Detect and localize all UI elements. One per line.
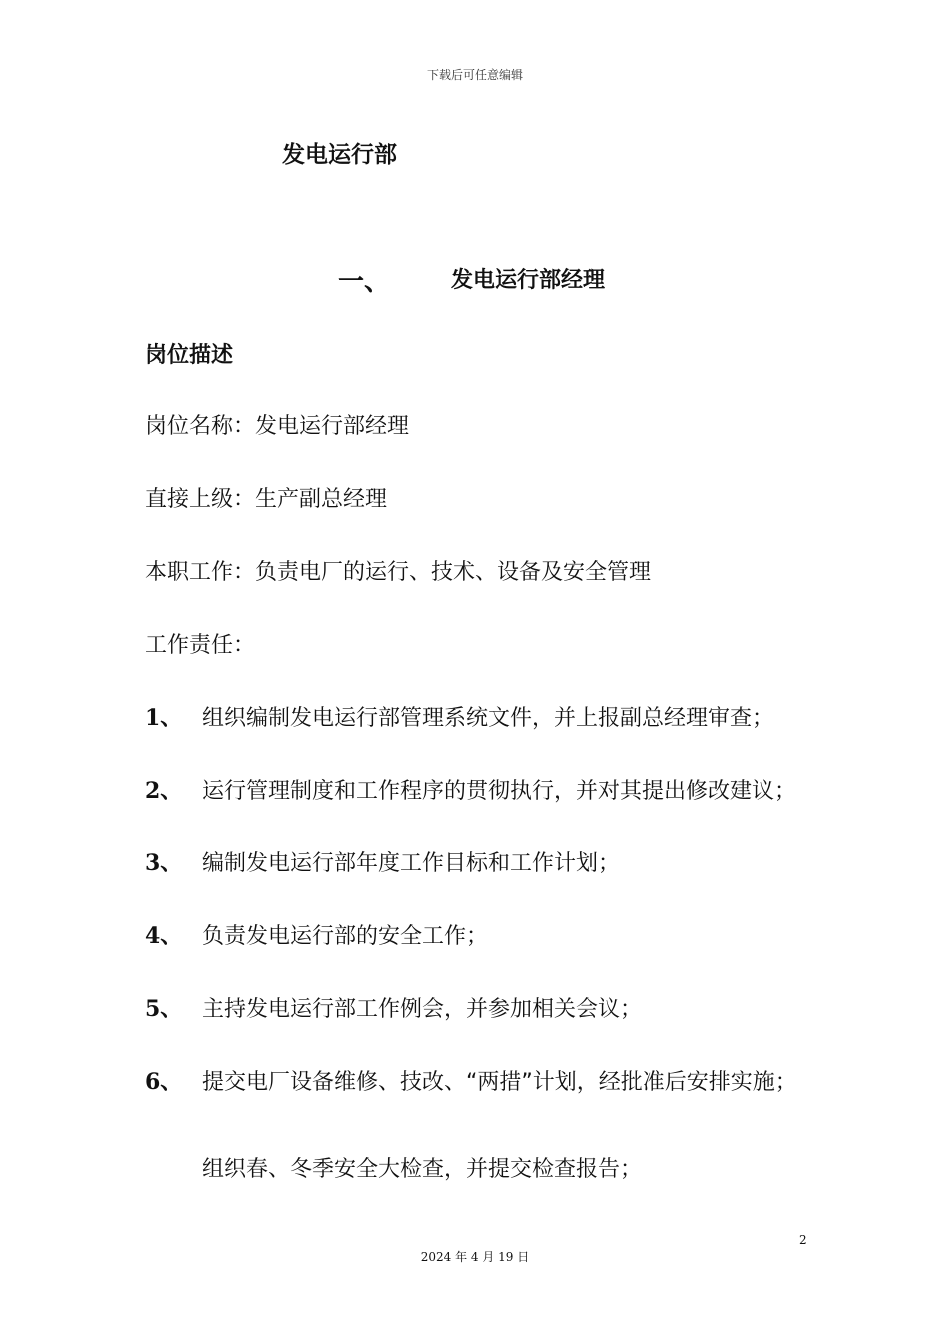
header-note: 下载后可任意编辑 — [426, 68, 523, 82]
list-item-number: 5、 — [145, 996, 183, 1022]
list-item-text: 提交电厂设备维修、技改、“两措”计划，经批准后安排实施； — [202, 1070, 797, 1095]
direct-superior-line: 直接上级：生产副总经理 — [145, 487, 388, 512]
department-title: 发电运行部 — [282, 142, 397, 168]
list-item-number: 2、 — [145, 778, 183, 804]
footer-date: 2024 年 4 月 19 日 — [420, 1250, 530, 1264]
section-number: 一、 — [338, 267, 391, 297]
continuation-text: 组织春、冬季安全大检查，并提交检查报告； — [202, 1157, 643, 1182]
list-item-text: 主持发电运行部工作例会，并参加相关会议； — [202, 997, 643, 1022]
section-title: 发电运行部经理 — [451, 268, 606, 293]
list-item-text: 编制发电运行部年度工作目标和工作计划； — [202, 851, 621, 876]
position-name-line: 岗位名称：发电运行部经理 — [145, 414, 410, 439]
list-item-number: 1、 — [145, 705, 183, 731]
list-item-number: 4、 — [145, 923, 183, 949]
list-item-number: 6、 — [145, 1069, 183, 1095]
responsibilities-label: 工作责任： — [145, 633, 256, 658]
list-item-number: 3、 — [145, 850, 183, 876]
main-duty-line: 本职工作：负责电厂的运行、技术、设备及安全管理 — [145, 560, 652, 585]
list-item-text: 组织编制发电运行部管理系统文件，并上报副总经理审查； — [202, 706, 775, 731]
page-number: 2 — [799, 1233, 807, 1247]
subheading-job-description: 岗位描述 — [145, 343, 234, 368]
list-item-text: 负责发电运行部的安全工作； — [202, 924, 489, 949]
list-item-text: 运行管理制度和工作程序的贯彻执行，并对其提出修改建议； — [202, 779, 797, 804]
